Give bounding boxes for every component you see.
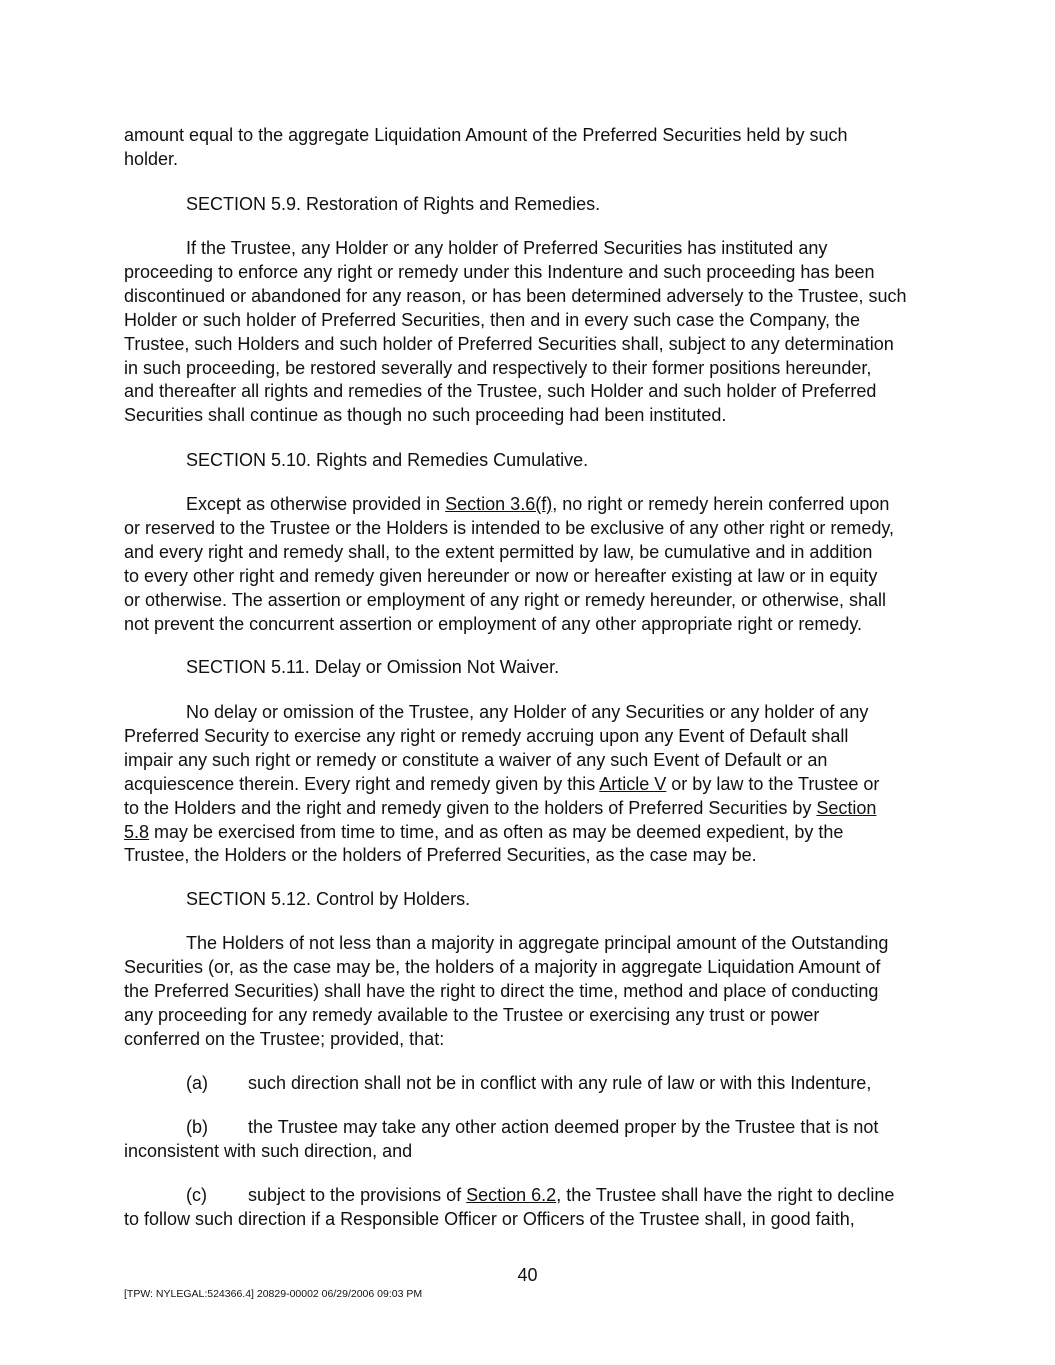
text-line: or reserved to the Trustee or the Holders is intended to be exclusive of any other right or remedy, (124, 517, 895, 538)
clause-label: (b) (186, 1117, 208, 1137)
text-line: Holder or such holder of Preferred Securities, then and in every such case the Company, the (124, 309, 861, 330)
section-5-11-paragraph (124, 701, 934, 868)
continuation-paragraph (124, 124, 934, 172)
text-line: impair any such right or remedy or constitute a waiver of any such Event of Default or an (124, 749, 828, 770)
text-line: any proceeding for any remedy available to the Trustee or exercising any trust or power (124, 1004, 820, 1025)
text-segment: the Trustee may take any other action deemed proper by the Trustee that is not (248, 1117, 879, 1137)
text-segment: to the Holders and the right and remedy given to the holders of Preferred Securities by (124, 797, 817, 818)
text-line: inconsistent with such direction, and (124, 1140, 413, 1161)
document-footer: [TPW: NYLEGAL:524366.4] 20829-00002 06/29/2006 09:03 PM (124, 1288, 423, 1300)
text-line (124, 773, 934, 797)
text-line: discontinued or abandoned for any reason, or has been determined adversely to the Trustee, such (124, 285, 907, 306)
text-segment: subject to the provisions of (248, 1185, 467, 1205)
section-5-9-paragraph (124, 237, 934, 428)
text-segment: acquiescence therein. Every right and remedy given by this (124, 773, 600, 794)
text-line: Trustee, such Holders and such holder of Preferred Securities shall, subject to any determination (124, 333, 894, 354)
text-line: proceeding to enforce any right or remedy under this Indenture and such proceeding has been (124, 261, 875, 282)
text-line: No delay or omission of the Trustee, any Holder of any Securities or any holder of any (186, 702, 869, 722)
text-line: Preferred Security to exercise any right or remedy accruing upon any Event of Default shall (124, 725, 849, 746)
text-line: the Preferred Securities) shall have the right to direct the time, method and place of conducting (124, 980, 879, 1001)
text-line: Securities (or, as the case may be, the holders of a majority in aggregate Liquidation Amount of (124, 956, 881, 977)
text-line: not prevent the concurrent assertion or employment of any other appropriate right or remedy. (124, 613, 863, 634)
text-line: holder. (124, 148, 179, 169)
text-line (124, 797, 934, 821)
section-5-10-paragraph (124, 493, 934, 636)
section-6-2-link[interactable]: Section 6.2 (466, 1185, 557, 1205)
text-line: and thereafter all rights and remedies of the Trustee, such Holder and such holder of Preferred (124, 381, 877, 402)
text-line (124, 493, 934, 517)
section-5-9-heading: SECTION 5.9. Restoration of Rights and Remedies. (186, 194, 601, 214)
text-segment: Except as otherwise provided in (186, 494, 446, 514)
text-line (124, 1072, 934, 1096)
text-line (124, 1116, 934, 1140)
section-5-8-link-continued[interactable]: 5.8 (124, 821, 150, 842)
clause-label: (a) (186, 1073, 208, 1093)
text-line (124, 821, 934, 845)
text-line: and every right and remedy shall, to the extent permitted by law, be cumulative and in addition (124, 541, 873, 562)
text-line: in such proceeding, be restored severally and respectively to their former positions hereunder, (124, 357, 872, 378)
text-line: amount equal to the aggregate Liquidation Amount of the Preferred Securities held by such (124, 125, 848, 145)
section-5-12-heading: SECTION 5.12. Control by Holders. (186, 889, 471, 909)
clause-c (124, 1184, 934, 1232)
clause-a (124, 1072, 934, 1096)
text-line: If the Trustee, any Holder or any holder of Preferred Securities has instituted any (186, 238, 828, 258)
section-5-12-paragraph (124, 932, 934, 1052)
text-segment: such direction shall not be in conflict with any rule of law or with this Indenture, (248, 1073, 872, 1093)
text-line: The Holders of not less than a majority in aggregate principal amount of the Outstanding (186, 933, 889, 953)
text-line: Securities shall continue as though no such proceeding had been instituted. (124, 405, 727, 426)
section-5-11-heading: SECTION 5.11. Delay or Omission Not Waiver. (186, 657, 560, 677)
text-line (124, 1184, 934, 1208)
text-line: to follow such direction if a Responsible Officer or Officers of the Trustee shall, in good faith, (124, 1208, 855, 1229)
text-segment: may be exercised from time to time, and as often as may be deemed expedient, by the (149, 821, 844, 842)
text-segment: , the Trustee shall have the right to decline (556, 1185, 895, 1205)
text-line: conferred on the Trustee; provided, that: (124, 1028, 445, 1049)
text-line: or otherwise. The assertion or employment of any right or remedy hereunder, or otherwise, shall (124, 589, 887, 610)
clause-label: (c) (186, 1185, 207, 1205)
article-v-link[interactable]: Article V (599, 773, 667, 794)
clause-b (124, 1116, 934, 1164)
section-3-6f-link[interactable]: Section 3.6(f) (445, 494, 553, 514)
section-5-8-link[interactable]: Section (816, 797, 877, 818)
text-line: to every other right and remedy given hereunder or now or hereafter existing at law or in equity (124, 565, 878, 586)
page-number: 40 (517, 1265, 538, 1285)
text-line: Trustee, the Holders or the holders of Preferred Securities, as the case may be. (124, 845, 757, 866)
section-5-10-heading: SECTION 5.10. Rights and Remedies Cumulative. (186, 450, 589, 470)
text-segment: or by law to the Trustee or (666, 773, 880, 794)
text-segment: , no right or remedy herein conferred upon (552, 494, 890, 514)
